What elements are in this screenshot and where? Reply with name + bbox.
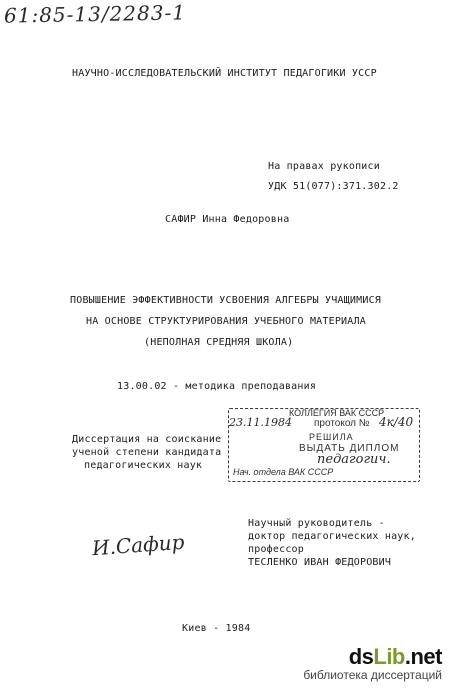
dissertation-line-1: Диссертация на соискание bbox=[72, 434, 222, 445]
dissertation-line-2: ученой степени кандидата bbox=[72, 447, 222, 458]
vak-stamp bbox=[228, 408, 420, 482]
institute-heading: НАУЧНО-ИССЛЕДОВАТЕЛЬСКИЙ ИНСТИТУТ ПЕДАГОГИКИ УССР bbox=[72, 68, 377, 79]
supervisor-line-1: Научный руководитель - bbox=[248, 518, 385, 529]
stamp-line-4: ВЫДАТЬ ДИПЛОМ bbox=[299, 443, 400, 454]
handwritten-archive-code: 61:85-13/2283-1 bbox=[3, 0, 187, 28]
city-year: Киев - 1984 bbox=[182, 623, 251, 634]
stamp-line-3: РЕШИЛА bbox=[309, 432, 354, 442]
stamp-handwritten-degree: педагогич. bbox=[317, 452, 391, 467]
logo-part-net: .net bbox=[404, 644, 442, 669]
title-line-3: (НЕПОЛНАЯ СРЕДНЯЯ ШКОЛА) bbox=[144, 337, 294, 348]
supervisor-line-2: доктор педагогических наук, bbox=[248, 531, 416, 542]
dissertation-line-3: педагогических наук bbox=[84, 460, 203, 471]
supervisor-line-3: профессор bbox=[248, 544, 304, 555]
stamp-handwritten-date: 23.11.1984 bbox=[229, 416, 292, 429]
author-name: САФИР Инна Федоровна bbox=[165, 214, 290, 225]
logo-part-lib: Lib bbox=[373, 644, 405, 669]
stamp-line-6: Нач. отдела ВАК СССР bbox=[233, 467, 334, 477]
dslib-watermark[interactable] bbox=[303, 644, 442, 682]
specialty-code: 13.00.02 - методика преподавания bbox=[117, 381, 317, 392]
supervisor-name: ТЕСЛЕНКО ИВАН ФЕДОРОВИЧ bbox=[248, 557, 392, 568]
dslib-logo bbox=[303, 644, 442, 670]
stamp-protocol-number: 4к/40 bbox=[379, 415, 414, 429]
udk-code: УДК 51(077):371.302.2 bbox=[268, 181, 399, 192]
dslib-subtitle: библиотека диссертаций bbox=[303, 668, 442, 682]
stamp-line-1: КОЛЛЕГИЯ ВАК СССР bbox=[289, 408, 385, 418]
stamp-protocol-label: протокол № bbox=[314, 418, 370, 429]
logo-part-ds: ds bbox=[348, 644, 374, 669]
manuscript-rights-note: На правах рукописи bbox=[268, 161, 380, 172]
title-line-1: ПОВЫШЕНИЕ ЭФФЕКТИВНОСТИ УСВОЕНИЯ АЛГЕБРЫ УЧАЩИМИСЯ bbox=[70, 295, 382, 306]
title-line-2: НА ОСНОВЕ СТРУКТУРИРОВАНИЯ УЧЕБНОГО МАТЕРИАЛА bbox=[86, 316, 366, 327]
author-signature: И.Сафир bbox=[91, 529, 186, 561]
